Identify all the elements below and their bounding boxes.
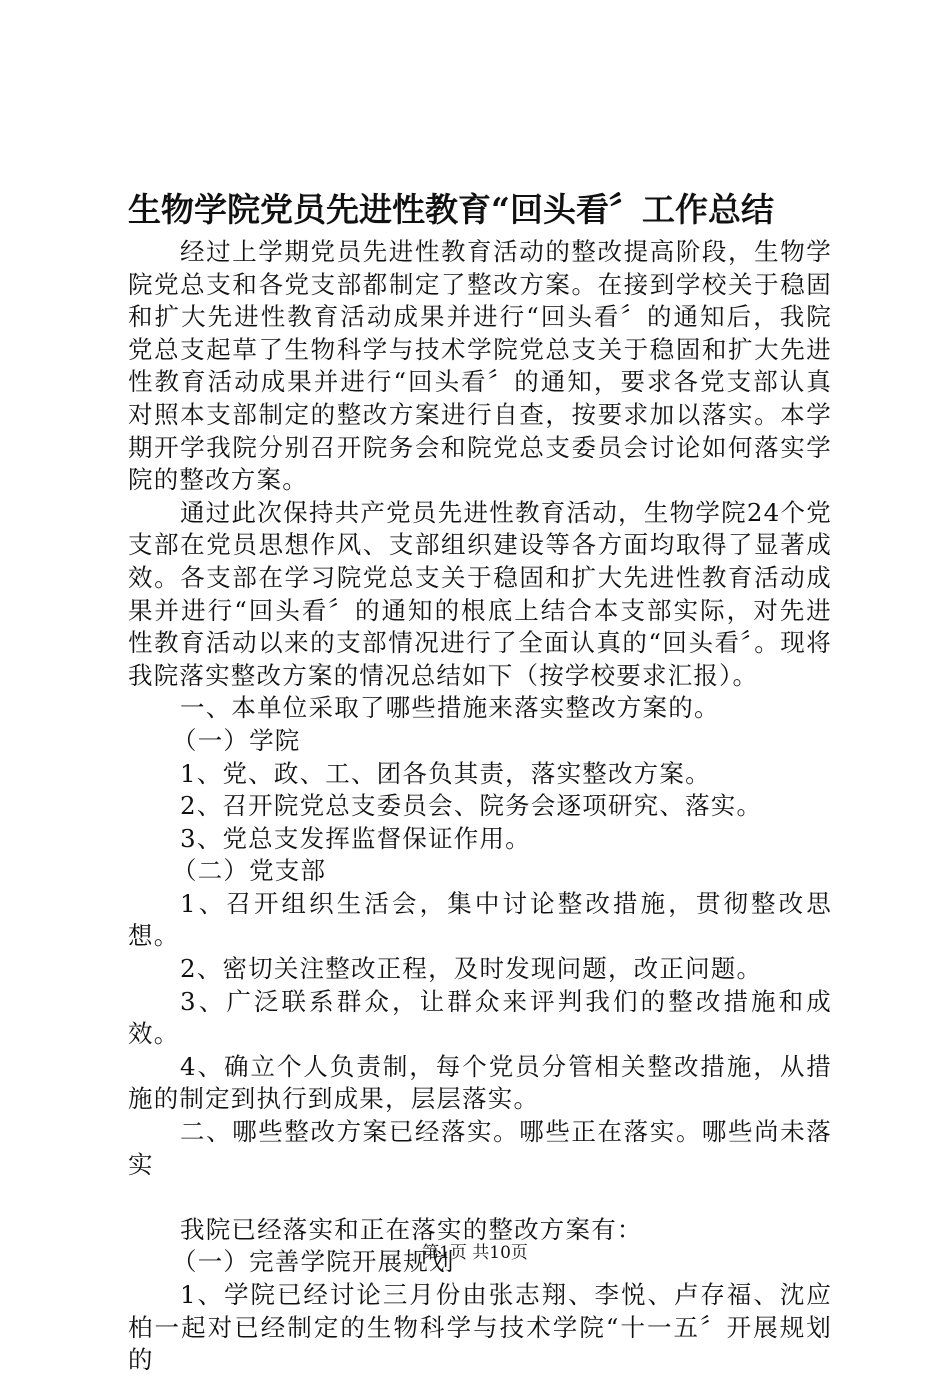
paragraph-intro: 经过上学期党员先进性教育活动的整改提高阶段，生物学院党总支和各党支部都制定了整改方案。在接到学校关于稳固和扩大先进性教育活动成果并进行“回头看〞的通知后，我院党总支起草了生物科学与技术学院党总支关于稳固和扩大先进性教育活动成果并进行“回头看〞的通知，要求各党支部认真对照本支部制定的整改方案进行自查，按要求加以落实。本学期开学我院分别召开院务会和院党总支委员会讨论如何落实学院的整改方案。: [128, 237, 832, 495]
section-heading-progress: 二、哪些整改方案已经落实。哪些正在落实。哪些尚未落实: [128, 1117, 832, 1179]
section-heading-measures: 一、本单位采取了哪些措施来落实整改方案的。: [180, 693, 720, 723]
document-body: [128, 236, 832, 1377]
document-title: 生物学院党员先进性教育“回头看〞工作总结: [128, 190, 774, 229]
subsection-heading-plan: （一）完善学院开展规划: [172, 1247, 455, 1277]
list-item: 4、确立个人负责制，每个党员分管相关整改措施，从措施的制定到执行到成果，层层落实。: [128, 1051, 832, 1114]
subsection-heading-college: （一）学院: [172, 725, 301, 755]
paragraph-summary: 通过此次保持共产党员先进性教育活动，生物学院24个党支部在党员思想作风、支部组织建设等各方面均取得了显著成效。各支部在学习院党总支关于稳固和扩大先进性教育活动成果并进行“回头看〞的通知的根底上结合本支部实际，对先进性教育活动以来的支部情况进行了全面认真的“回头看〞。现将我院落实整改方案的情况总结如下（按学校要求汇报）。: [128, 497, 832, 690]
list-item: 1、召开组织生活会，集中讨论整改措施，贯彻整改思想。: [128, 888, 832, 951]
list-item: 3、党总支发挥监督保证作用。: [180, 823, 531, 853]
list-item: 1、学院已经讨论三月份由张志翔、李悦、卢存福、沈应柏一起对已经制定的生物科学与技术学院“十一五〞开展规划的: [128, 1280, 832, 1375]
subsection-heading-branch: （二）党支部: [172, 856, 327, 886]
list-item: 1、党、政、工、团各负其责，落实整改方案。: [180, 758, 711, 788]
list-item: 2、密切关注整改正程，及时发现问题，改正问题。: [180, 954, 763, 984]
page-number-footer: 第1页 共10页: [422, 1243, 528, 1263]
list-item: 2、召开院党总支委员会、院务会逐项研究、落实。: [180, 791, 763, 821]
list-item: 3、广泛联系群众，让群众来评判我们的整改措施和成效。: [128, 986, 832, 1049]
blank-line: [128, 1181, 832, 1214]
paragraph-progress-intro: 我院已经落实和正在落实的整改方案有：: [180, 1214, 643, 1244]
